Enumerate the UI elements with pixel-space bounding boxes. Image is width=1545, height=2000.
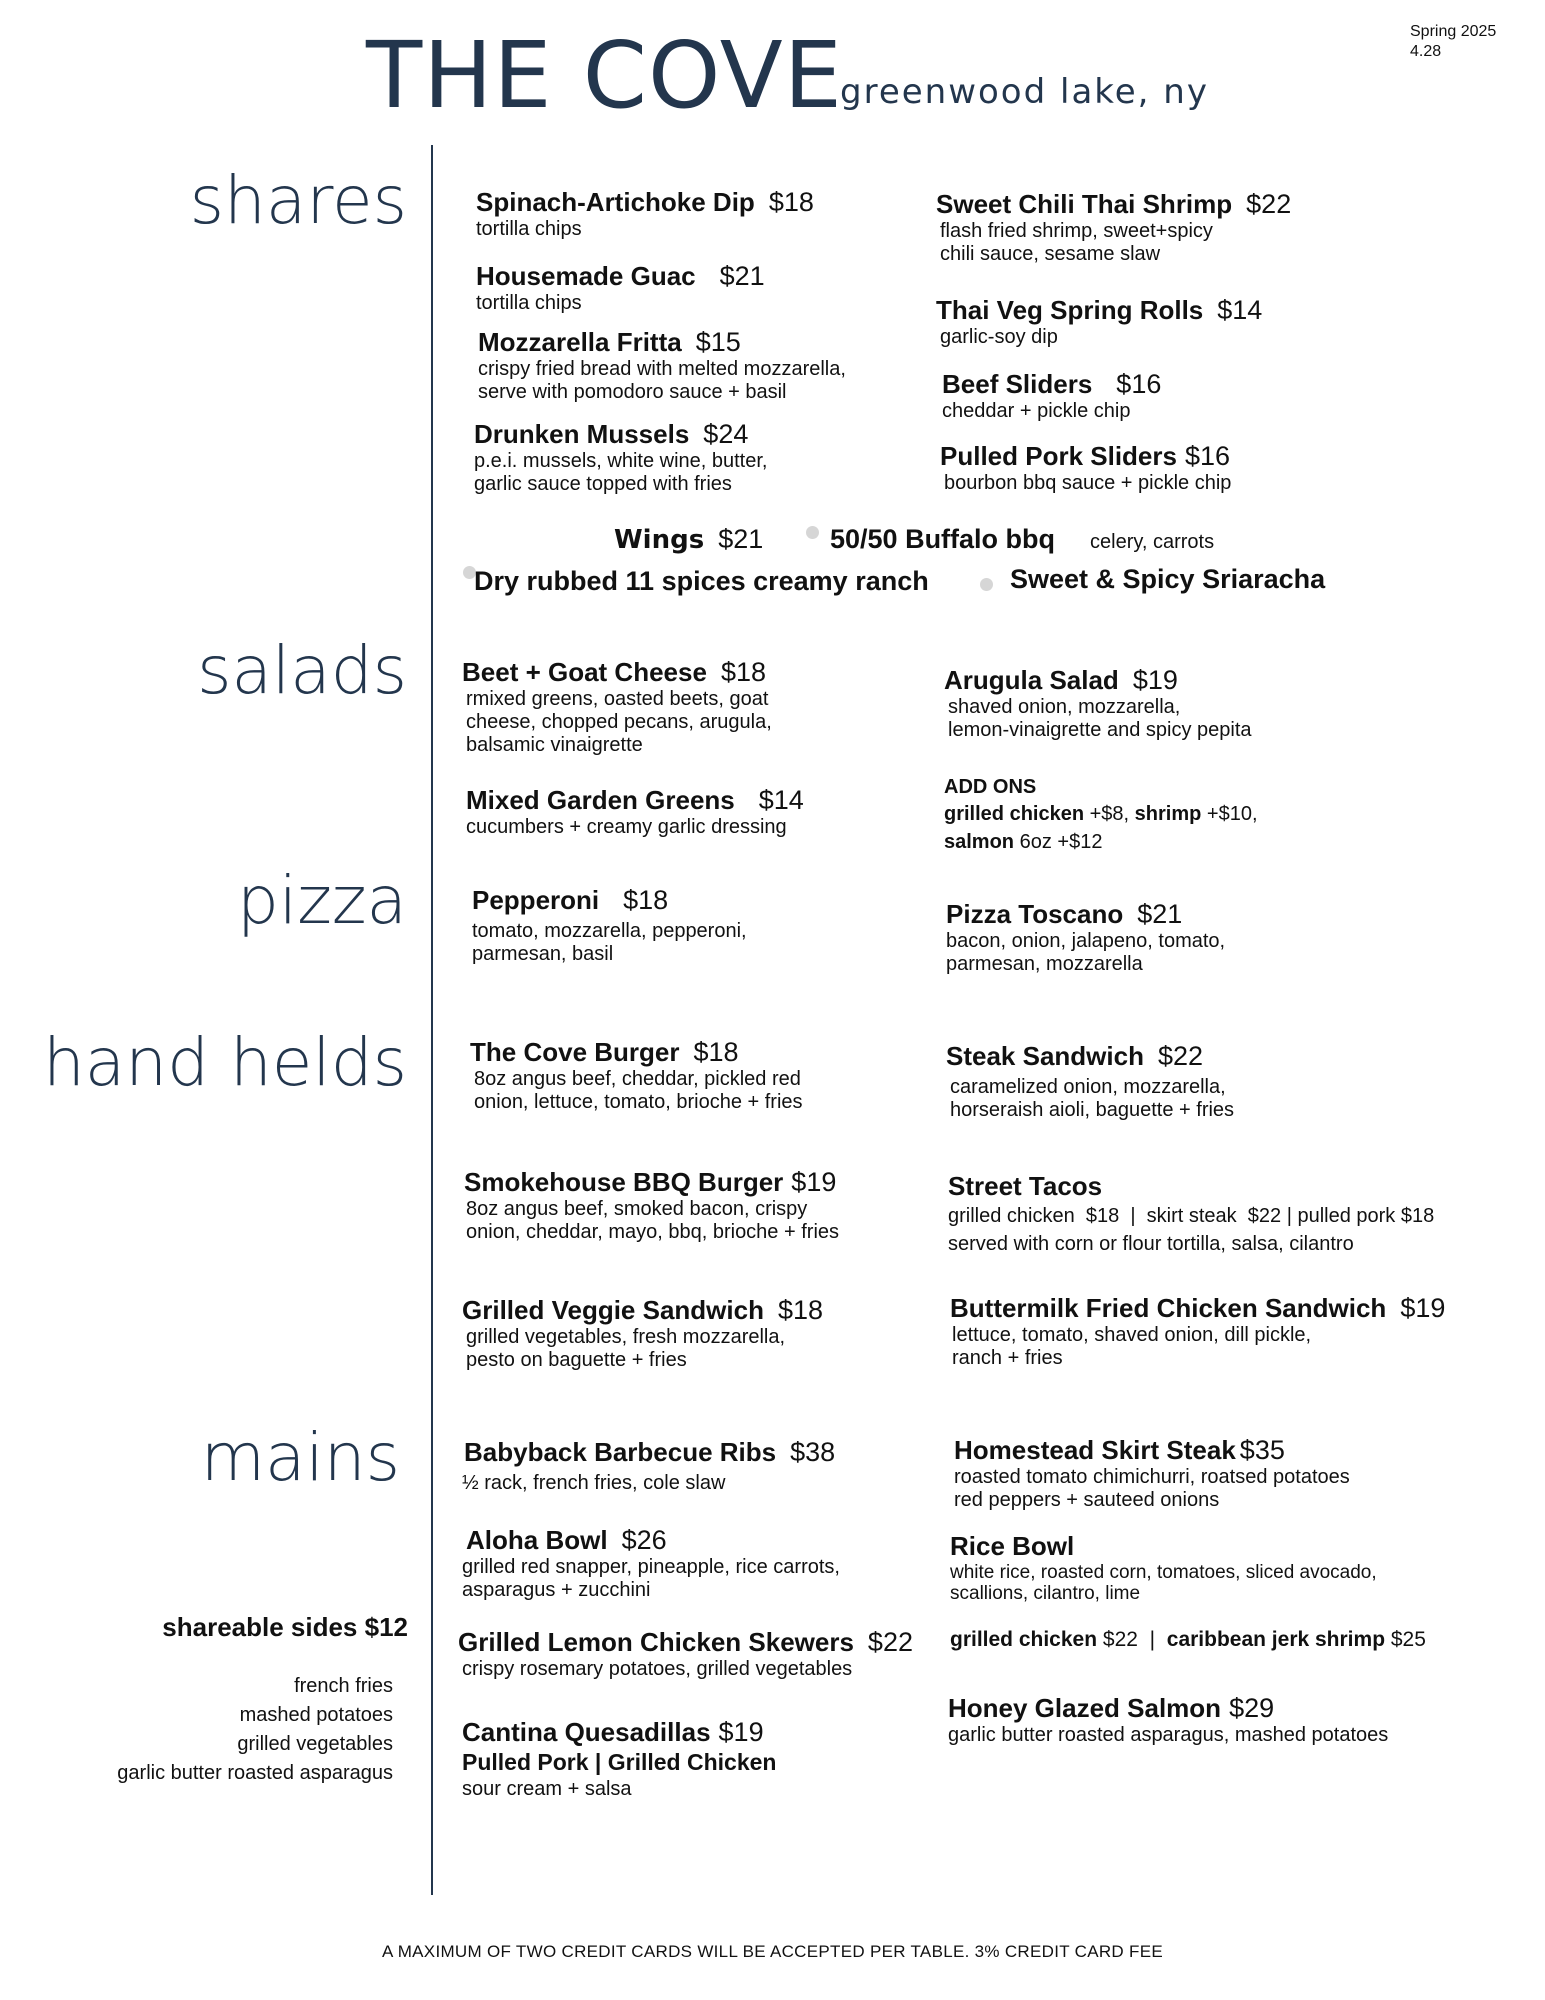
item-price: $24 xyxy=(703,419,749,449)
item-price: $18 xyxy=(623,885,669,915)
add-on-name: shrimp xyxy=(1134,803,1202,825)
item-name: Babyback Barbecue Ribs xyxy=(464,1437,777,1467)
add-on-price: +$8, xyxy=(1089,803,1130,825)
item-description: balsamic vinaigrette xyxy=(466,734,643,756)
item-name: Housemade Guac xyxy=(476,261,696,291)
menu-item-buttermilk-fried-chicken-sandwich xyxy=(950,1292,1445,1370)
item-description: tortilla chips xyxy=(476,218,582,240)
item-description: crispy rosemary potatoes, grilled vegetables xyxy=(462,1658,853,1680)
side-item: mashed potatoes xyxy=(239,1704,393,1726)
item-description: caramelized onion, mozzarella, xyxy=(950,1076,1226,1098)
add-ons-title: ADD ONS xyxy=(944,776,1037,798)
add-on-price: +$10, xyxy=(1206,803,1258,825)
item-price: $35 xyxy=(1239,1435,1285,1465)
item-description: parmesan, basil xyxy=(472,943,614,965)
item-name: Homestead Skirt Steak xyxy=(954,1435,1236,1465)
menu-item-street-tacos xyxy=(948,1170,1434,1258)
item-description: lemon-vinaigrette and spicy pepita xyxy=(948,719,1252,741)
item-price: $14 xyxy=(758,785,804,815)
wings-title xyxy=(614,524,763,555)
wings-price: $21 xyxy=(718,524,764,554)
item-description: grilled red snapper, pineapple, rice carrots, xyxy=(462,1556,840,1578)
item-price: $18 xyxy=(693,1037,739,1067)
item-description: garlic butter roasted asparagus, mashed potatoes xyxy=(948,1724,1389,1746)
item-description: cheese, chopped pecans, arugula, xyxy=(466,711,772,733)
add-on-name: grilled chicken xyxy=(944,803,1085,825)
restaurant-name: THE COVE xyxy=(366,22,843,129)
item-name: Cantina Quesadillas xyxy=(462,1717,711,1747)
wings-flavor-buffalo-bbq: 50/50 Buffalo bbq xyxy=(830,524,1056,554)
add-on-name: salmon xyxy=(944,831,1015,853)
item-options: grilled chicken $18 | skirt steak $22 | pulled pork $18 xyxy=(948,1205,1435,1227)
item-name: Pepperoni xyxy=(472,885,600,915)
section-title-pizza: pizza xyxy=(237,862,407,939)
menu-item-mozzarella-fritta xyxy=(478,326,846,404)
item-description: garlic sauce topped with fries xyxy=(474,473,732,495)
item-name: Rice Bowl xyxy=(950,1531,1075,1561)
item-name: Arugula Salad xyxy=(944,665,1119,695)
item-description: garlic-soy dip xyxy=(940,326,1058,348)
option-price: $22 xyxy=(1102,1628,1138,1651)
item-name: Mozzarella Fritta xyxy=(478,327,682,357)
item-name: Spinach-Artichoke Dip xyxy=(476,187,755,217)
menu-item-pepperoni xyxy=(472,884,747,966)
option-price: $25 xyxy=(1390,1628,1426,1651)
item-description: horseraish aioli, baguette + fries xyxy=(950,1099,1235,1121)
item-description: shaved onion, mozzarella, xyxy=(948,696,1181,718)
option-name: grilled chicken xyxy=(950,1628,1098,1651)
option-separator: | xyxy=(1149,1628,1156,1651)
menu-item-babyback-barbecue-ribs xyxy=(464,1436,835,1495)
menu-item-thai-veg-spring-rolls xyxy=(936,294,1262,349)
item-description: onion, cheddar, mayo, bbq, brioche + fries xyxy=(466,1221,840,1243)
item-name: Smokehouse BBQ Burger xyxy=(464,1167,784,1197)
item-price: $38 xyxy=(790,1437,836,1467)
item-description: chili sauce, sesame slaw xyxy=(940,243,1161,265)
vertical-divider xyxy=(431,145,433,1895)
item-description: 8oz angus beef, cheddar, pickled red xyxy=(474,1068,801,1090)
item-price: $22 xyxy=(1157,1041,1204,1071)
item-price: $22 xyxy=(1246,189,1292,219)
item-description: bourbon bbq sauce + pickle chip xyxy=(944,472,1232,494)
item-name: Aloha Bowl xyxy=(466,1525,608,1555)
menu-item-honey-glazed-salmon xyxy=(948,1692,1388,1747)
side-item: garlic butter roasted asparagus xyxy=(117,1762,393,1784)
item-name: Sweet Chili Thai Shrimp xyxy=(936,189,1233,219)
item-name: Steak Sandwich xyxy=(946,1041,1144,1071)
rice-bowl-options xyxy=(950,1628,1426,1651)
section-title-salads: salads xyxy=(197,632,407,709)
item-description: 8oz angus beef, smoked bacon, crispy xyxy=(466,1198,808,1220)
menu-item-aloha-bowl xyxy=(462,1524,840,1602)
item-description: pesto on baguette + fries xyxy=(466,1349,687,1371)
option-name: caribbean jerk shrimp xyxy=(1166,1628,1386,1651)
menu-item-drunken-mussels xyxy=(474,418,767,496)
item-description: grilled vegetables, fresh mozzarella, xyxy=(466,1326,786,1348)
item-price: $29 xyxy=(1229,1693,1275,1723)
wings-flavor-sweet-spicy: Sweet & Spicy Sriaracha xyxy=(1010,564,1326,594)
item-name: Buttermilk Fried Chicken Sandwich xyxy=(950,1293,1387,1323)
wings-served-with: celery, carrots xyxy=(1090,531,1215,553)
item-name: Pizza Toscano xyxy=(946,899,1124,929)
menu-item-pizza-toscano xyxy=(946,898,1225,976)
menu-item-spinach-artichoke-dip xyxy=(476,186,814,241)
menu-item-rice-bowl xyxy=(950,1530,1377,1604)
menu-item-sweet-chili-thai-shrimp xyxy=(936,188,1291,266)
restaurant-location: greenwood lake, ny xyxy=(840,72,1209,112)
menu-item-cantina-quesadillas xyxy=(462,1716,776,1801)
menu-item-steak-sandwich xyxy=(946,1040,1234,1122)
item-price: $19 xyxy=(791,1167,837,1197)
item-description: lettuce, tomato, shaved onion, dill pickle, xyxy=(952,1324,1312,1346)
item-description: served with corn or flour tortilla, salsa, cilantro xyxy=(948,1233,1354,1255)
menu-date: 4.28 xyxy=(1410,43,1442,60)
item-price: $18 xyxy=(720,657,766,687)
item-description: bacon, onion, jalapeno, tomato, xyxy=(946,930,1226,952)
item-description: ½ rack, french fries, cole slaw xyxy=(462,1472,726,1494)
menu-item-the-cove-burger xyxy=(470,1036,803,1114)
add-on-price: 6oz +$12 xyxy=(1019,831,1103,853)
item-name: Thai Veg Spring Rolls xyxy=(936,295,1204,325)
sides-title: shareable sides $12 xyxy=(162,1612,408,1642)
item-price: $19 xyxy=(718,1717,764,1747)
item-name: The Cove Burger xyxy=(470,1037,680,1067)
item-name: Honey Glazed Salmon xyxy=(948,1693,1222,1723)
item-price: $18 xyxy=(768,187,814,217)
wings-flavor-dry-rubbed: Dry rubbed 11 spices creamy ranch xyxy=(474,566,929,596)
item-options: Pulled Pork | Grilled Chicken xyxy=(462,1749,777,1775)
menu-item-arugula-salad xyxy=(944,664,1252,742)
section-title-shares: shares xyxy=(189,162,407,239)
item-description: rmixed greens, oasted beets, goat xyxy=(466,688,769,710)
item-name: Mixed Garden Greens xyxy=(466,785,735,815)
item-price: $16 xyxy=(1184,441,1231,471)
side-item: grilled vegetables xyxy=(237,1733,393,1755)
item-price: $16 xyxy=(1116,369,1162,399)
item-price: $26 xyxy=(621,1525,667,1555)
item-description: scallions, cilantro, lime xyxy=(950,1583,1141,1604)
item-description: serve with pomodoro sauce + basil xyxy=(478,381,787,403)
item-price: $19 xyxy=(1400,1293,1446,1323)
item-description: onion, lettuce, tomato, brioche + fries xyxy=(474,1091,803,1113)
item-name: Street Tacos xyxy=(948,1171,1103,1201)
item-description: roasted tomato chimichurri, roatsed potatoes xyxy=(954,1466,1350,1488)
item-description: cheddar + pickle chip xyxy=(942,400,1131,422)
section-title-hand-helds: hand helds xyxy=(42,1024,407,1101)
section-title-mains: mains xyxy=(200,1419,400,1496)
item-price: $15 xyxy=(695,327,741,357)
menu-item-beef-sliders xyxy=(942,368,1161,423)
bullet-dot-icon xyxy=(980,578,993,591)
menu-item-homestead-skirt-steak xyxy=(954,1434,1350,1512)
menu-item-mixed-garden-greens xyxy=(466,784,804,839)
item-description: ranch + fries xyxy=(952,1347,1063,1369)
item-name: Beef Sliders xyxy=(942,369,1093,399)
item-description: tortilla chips xyxy=(476,292,582,314)
item-description: flash fried shrimp, sweet+spicy xyxy=(940,220,1213,242)
item-name: Pulled Pork Sliders xyxy=(940,441,1177,471)
menu-item-grilled-veggie-sandwich xyxy=(462,1294,823,1372)
menu-season: Spring 2025 xyxy=(1410,23,1497,40)
item-name: Grilled Veggie Sandwich xyxy=(462,1295,764,1325)
item-description: parmesan, mozzarella xyxy=(946,953,1143,975)
side-item: french fries xyxy=(294,1675,393,1697)
item-price: $18 xyxy=(777,1295,824,1325)
menu-item-grilled-lemon-chicken-skewers xyxy=(458,1626,913,1681)
menu-item-pulled-pork-sliders xyxy=(940,440,1231,495)
bullet-dot-icon xyxy=(806,526,819,539)
footer-notice: A MAXIMUM OF TWO CREDIT CARDS WILL BE ACCEPTED PER TABLE. 3% CREDIT CARD FEE xyxy=(381,1942,1163,1961)
menu-item-housemade-guac xyxy=(476,260,765,315)
item-name: Drunken Mussels xyxy=(474,419,690,449)
item-description: asparagus + zucchini xyxy=(462,1579,651,1601)
item-description: tomato, mozzarella, pepperoni, xyxy=(472,920,747,942)
item-description: red peppers + sauteed onions xyxy=(954,1489,1220,1511)
item-description: crispy fried bread with melted mozzarella, xyxy=(478,358,846,380)
item-description: white rice, roasted corn, tomatoes, sliced avocado, xyxy=(950,1562,1377,1583)
item-price: $14 xyxy=(1217,295,1263,325)
menu-item-beet-goat-cheese xyxy=(462,656,772,757)
sides-list xyxy=(63,1672,393,1788)
add-ons xyxy=(944,774,1258,856)
item-description: p.e.i. mussels, white wine, butter, xyxy=(474,450,768,472)
item-name: Grilled Lemon Chicken Skewers xyxy=(458,1627,854,1657)
item-name: Beet + Goat Cheese xyxy=(462,657,707,687)
item-description: cucumbers + creamy garlic dressing xyxy=(466,816,787,838)
item-description: sour cream + salsa xyxy=(462,1778,632,1800)
wings-name: Wings xyxy=(614,525,705,555)
item-price: $21 xyxy=(719,261,765,291)
item-price: $19 xyxy=(1132,665,1178,695)
menu-item-smokehouse-bbq-burger xyxy=(464,1166,839,1244)
item-price: $22 xyxy=(867,1627,913,1657)
item-price: $21 xyxy=(1137,899,1183,929)
